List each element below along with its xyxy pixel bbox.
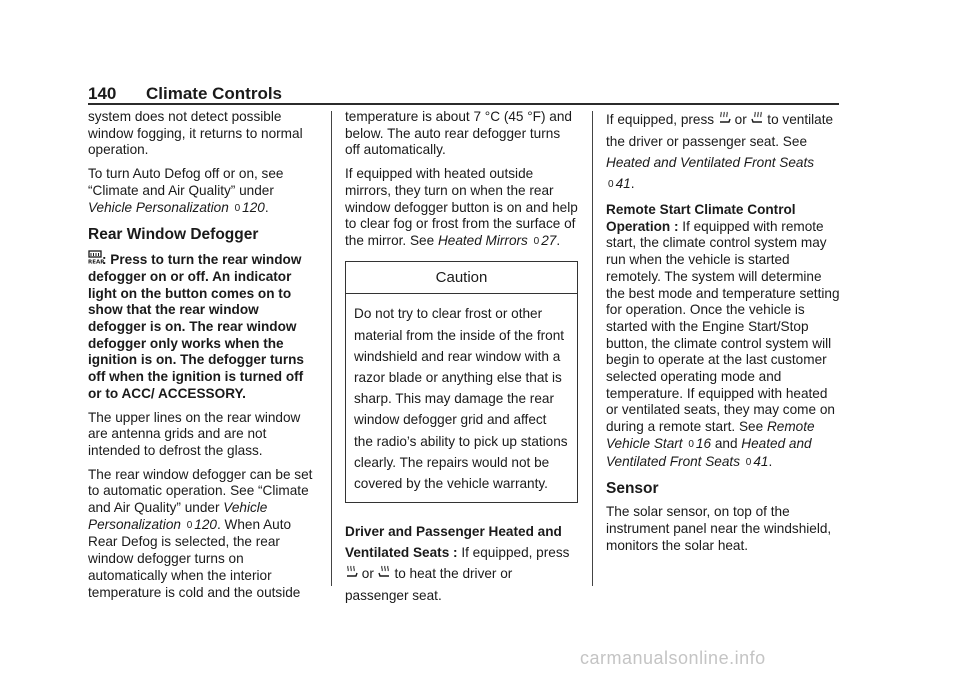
column-divider-1 <box>331 111 332 586</box>
paragraph: Remote Start Climate Control Operation : If equipped with remote start, the climate control system may run when the vehicle is started remotely. The system will determine the best mode and temperature setting for operation. Once the vehicle is started with the Engine Start/Stop button, the climate control system will begin to operate at the last customer selected operating mode and temperature. If equipped with heated or ventilated seats, they may come on during a remote start. See Remote Vehicle Start 0 16 and Heated and Ventilated Front Seats 0 41. <box>606 202 840 469</box>
page-reference[interactable]: 16 <box>695 435 712 451</box>
cross-reference-link[interactable]: Heated and Ventilated Front Seats <box>606 155 815 170</box>
ventilated-seat-passenger-icon <box>751 110 764 131</box>
paragraph: temperature is about 7 °C (45 °F) and below. The auto rear defogger turns off automatically. <box>345 109 572 158</box>
caution-body: Do not try to clear frost or other material from the inside of the front windshield and rear window with a razor blade or anything else that is sharp. This may damage the rear window defogger grid and affect the radio’s ability to pick up stations clearly. The repairs would not be covered by the vehicle warranty. <box>354 306 568 491</box>
column-2 <box>345 109 578 613</box>
cross-reference-link[interactable]: Vehicle Personalization <box>88 500 268 532</box>
page-reference[interactable]: 41 <box>753 453 769 469</box>
page-number: 140 <box>88 84 117 103</box>
heated-seat-driver-icon <box>345 564 358 585</box>
column-divider-2 <box>592 111 593 586</box>
reference-arrow-icon: 0 <box>745 456 752 468</box>
page-reference[interactable]: 120 <box>194 516 217 532</box>
header-rule <box>88 103 839 105</box>
reference-arrow-icon: 0 <box>608 179 614 190</box>
caution-box <box>345 261 578 504</box>
paragraph: The upper lines on the rear window are antenna grids and are not intended to defrost the glass. <box>88 409 301 458</box>
column-1 <box>88 109 320 608</box>
ventilated-seat-driver-icon <box>718 110 731 131</box>
section-title: Climate Controls <box>146 84 283 103</box>
paragraph: REAR : Press to turn the rear window defogger on or off. An indicator light on the button comes on to show that the rear window defogger is on. The rear window defogger only works when the ignition is on. The defogger turns off when the ignition is turned off or to ACC/ ACCESSORY. <box>88 252 304 401</box>
paragraph: Driver and Passenger Heated and Ventilated Seats : If equipped, press or to heat the driver or passenger seat. <box>345 524 570 604</box>
reference-arrow-icon: 0 <box>234 202 241 214</box>
page-reference[interactable]: 120 <box>242 199 265 215</box>
paragraph: If equipped with heated outside mirrors, they turn on when the rear window defogger button is on and help to clear fog or frost from the surface of the mirror. See Heated Mirrors 0 27. <box>345 166 578 248</box>
page-reference[interactable]: 27 <box>541 232 557 248</box>
rear-defog-icon <box>88 250 105 269</box>
svg-text:REAR: REAR <box>88 259 105 266</box>
reference-arrow-icon: 0 <box>533 235 540 247</box>
reference-arrow-icon: 0 <box>186 519 193 531</box>
heading-sensor: Sensor <box>606 480 659 498</box>
heated-seat-passenger-icon <box>378 564 391 585</box>
cross-reference-link[interactable]: Heated and Ventilated Front Seats <box>606 435 812 469</box>
cross-reference-link[interactable]: Remote Vehicle Start <box>606 419 815 451</box>
column-3 <box>606 109 842 561</box>
cross-reference-link[interactable]: Vehicle Personalization <box>88 199 229 215</box>
heading-rear-window-defogger: Rear Window Defogger <box>88 226 259 244</box>
cross-reference-link[interactable]: Heated Mirrors <box>437 232 528 248</box>
paragraph: To turn Auto Defog off or on, see “Climate and Air Quality” under Vehicle Personalization 0 120. <box>88 166 284 215</box>
paragraph: The solar sensor, on top of the instrument panel near the windshield, monitors the solar heat. <box>606 504 832 553</box>
reference-arrow-icon: 0 <box>688 438 694 450</box>
watermark: carmanualsonline.info <box>580 648 766 668</box>
paragraph: If equipped, press or to ventilate the driver or passenger seat. See Heated and Ventilated Front Seats 0 41. <box>606 112 834 191</box>
paragraph: system does not detect possible window fogging, it returns to normal operation. <box>88 109 303 158</box>
page-reference[interactable]: 41 <box>615 176 631 191</box>
caution-title: Caution <box>346 262 577 295</box>
paragraph: The rear window defogger can be set to automatic operation. See “Climate and Air Quality” under Vehicle Personalization 0 120. When Auto Rear Defog is selected, the rear window defogger turns on automatically when the interior temperature is cold and the outside <box>88 466 313 600</box>
